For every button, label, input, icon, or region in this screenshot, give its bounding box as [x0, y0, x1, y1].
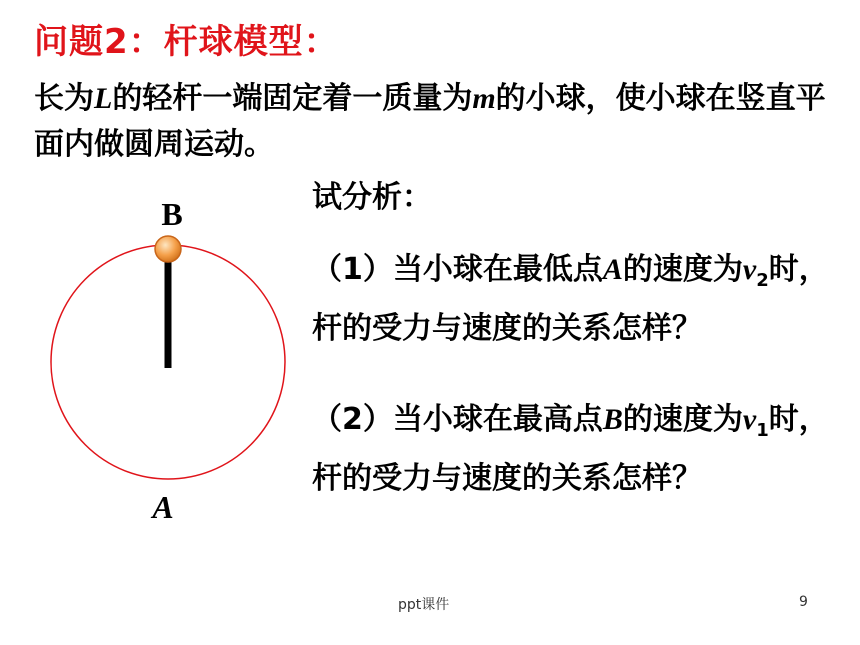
q1-pre: （1）当小球在最低点: [312, 252, 603, 287]
q1-velocity-subscript: 2: [756, 270, 769, 291]
q1-post: 时，杆的受力与速度的关系怎样？: [312, 252, 829, 346]
ball: [155, 236, 181, 262]
q2-velocity: v: [742, 403, 757, 436]
var-L: L: [94, 82, 113, 115]
page-number: 9: [799, 594, 808, 610]
q2-pre: （2）当小球在最高点: [312, 402, 603, 437]
q2-point: B: [602, 403, 623, 436]
rod-ball-diagram: [40, 196, 290, 536]
intro-pre: 长为: [34, 81, 94, 116]
footer-label: ppt课件: [398, 597, 450, 613]
intro-post: 的小球，使小球在竖直平面内做圆周运动。: [34, 81, 826, 162]
analysis-heading: 试分析：: [312, 180, 432, 215]
slide-title: 问题2：杆球模型：: [34, 22, 339, 62]
intro-mid: 的轻杆一端固定着一质量为: [112, 81, 473, 116]
question-2: [312, 396, 832, 503]
q1-point: A: [602, 253, 623, 286]
q2-post: 时，杆的受力与速度的关系怎样？: [312, 402, 829, 496]
q1-velocity: v: [742, 253, 757, 286]
problem-statement: [34, 76, 844, 168]
q2-velocity-subscript: 1: [756, 420, 769, 441]
q1-mid: 的速度为: [622, 252, 743, 287]
question-1: [312, 246, 832, 353]
point-b-label: B: [161, 196, 183, 232]
point-a-label: A: [152, 489, 174, 525]
var-m: m: [472, 82, 496, 115]
q2-mid: 的速度为: [622, 402, 743, 437]
